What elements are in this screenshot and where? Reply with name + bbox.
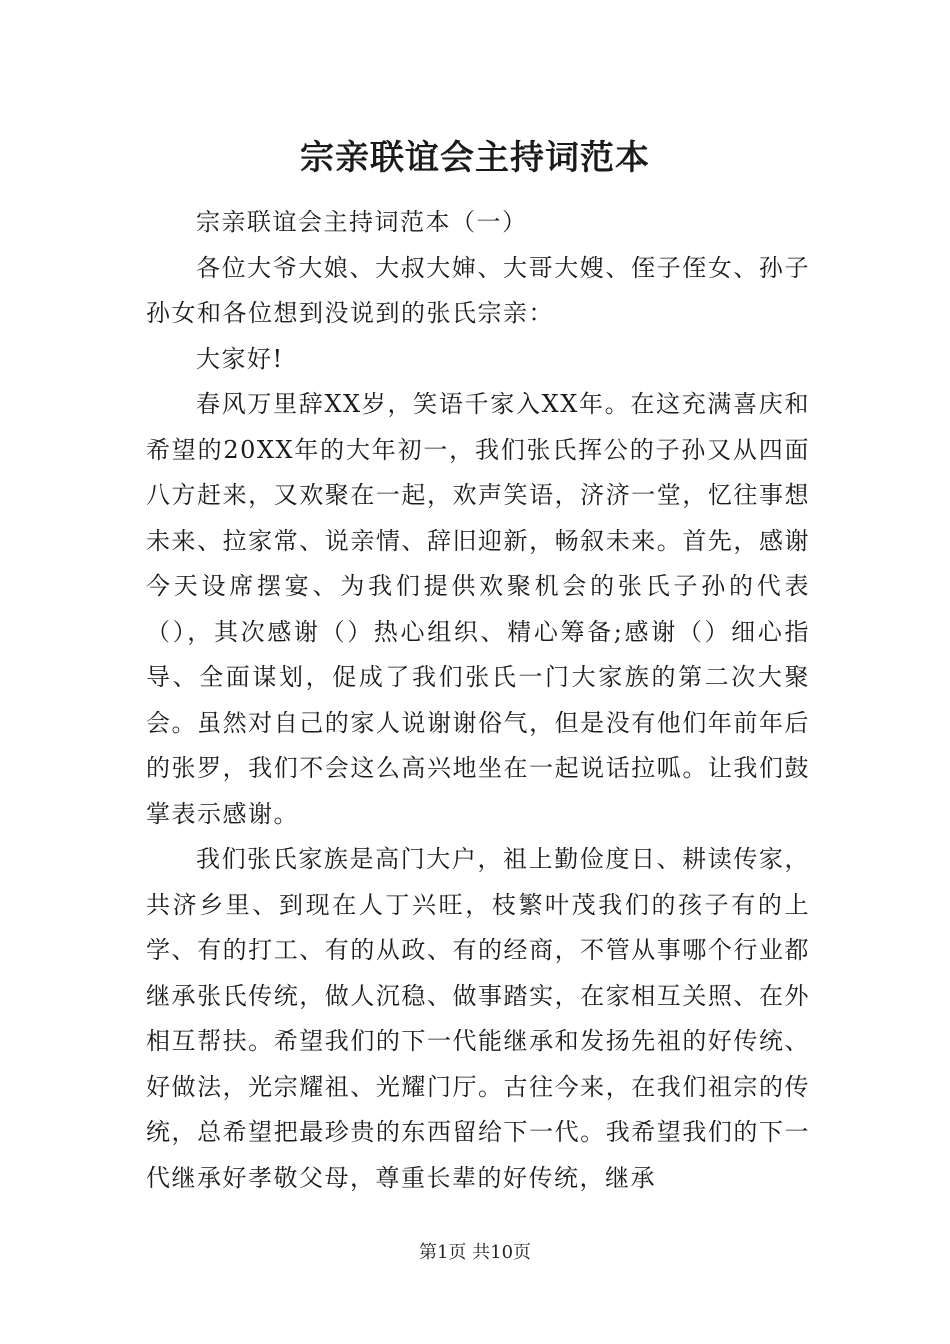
- paragraph-hello: 大家好!: [196, 344, 284, 373]
- paragraph-opening: 春风万里辞XX岁，笑语千家入XX年。在这充满喜庆和希望的20XX年的大年初一，我们张氏挥公的子孙又从四面八方赶来，又欢聚在一起，欢声笑语，济济一堂，忆往事想未来、拉家常、说亲情、辞旧迎新，畅叙未来。首先，感谢今天设席摆宴、为我们提供欢聚机会的张氏子孙的代表（），其次感谢（）热心组织、精心筹备;感谢（）细心指导、全面谋划，促成了我们张氏一门大家族的第二次大聚会。虽然对自己的家人说谢谢俗气，但是没有他们年前年后的张罗，我们不会这么高兴地坐在一起说话拉呱。让我们鼓掌表示感谢。: [146, 390, 810, 828]
- paragraph-greeting-audience: 各位大爷大娘、大叔大婶、大哥大嫂、侄子侄女、孙子孙女和各位想到没说到的张氏宗亲：: [146, 253, 810, 327]
- page-number-footer: 第1页 共10页: [418, 1242, 532, 1263]
- document-title: 宗亲联谊会主持词范本: [300, 138, 650, 178]
- document-body: [146, 200, 810, 1201]
- paragraph-subtitle: 宗亲联谊会主持词范本（一）: [196, 208, 528, 236]
- paragraph-family-tradition: 我们张氏家族是高门大户，祖上勤俭度日、耕读传家，共济乡里、到现在人丁兴旺，枝繁叶茂我们的孩子有的上学、有的打工、有的从政、有的经商，不管从事哪个行业都继承张氏传统，做人沉稳、做事踏实，在家相互关照、在外相互帮扶。希望我们的下一代能继承和发扬先祖的好传统、好做法，光宗耀祖、光耀门厅。古往今来，在我们祖宗的传统，总希望把最珍贵的东西留给下一代。我希望我们的下一代继承好孝敬父母，尊重长辈的好传统，继承: [146, 845, 810, 1192]
